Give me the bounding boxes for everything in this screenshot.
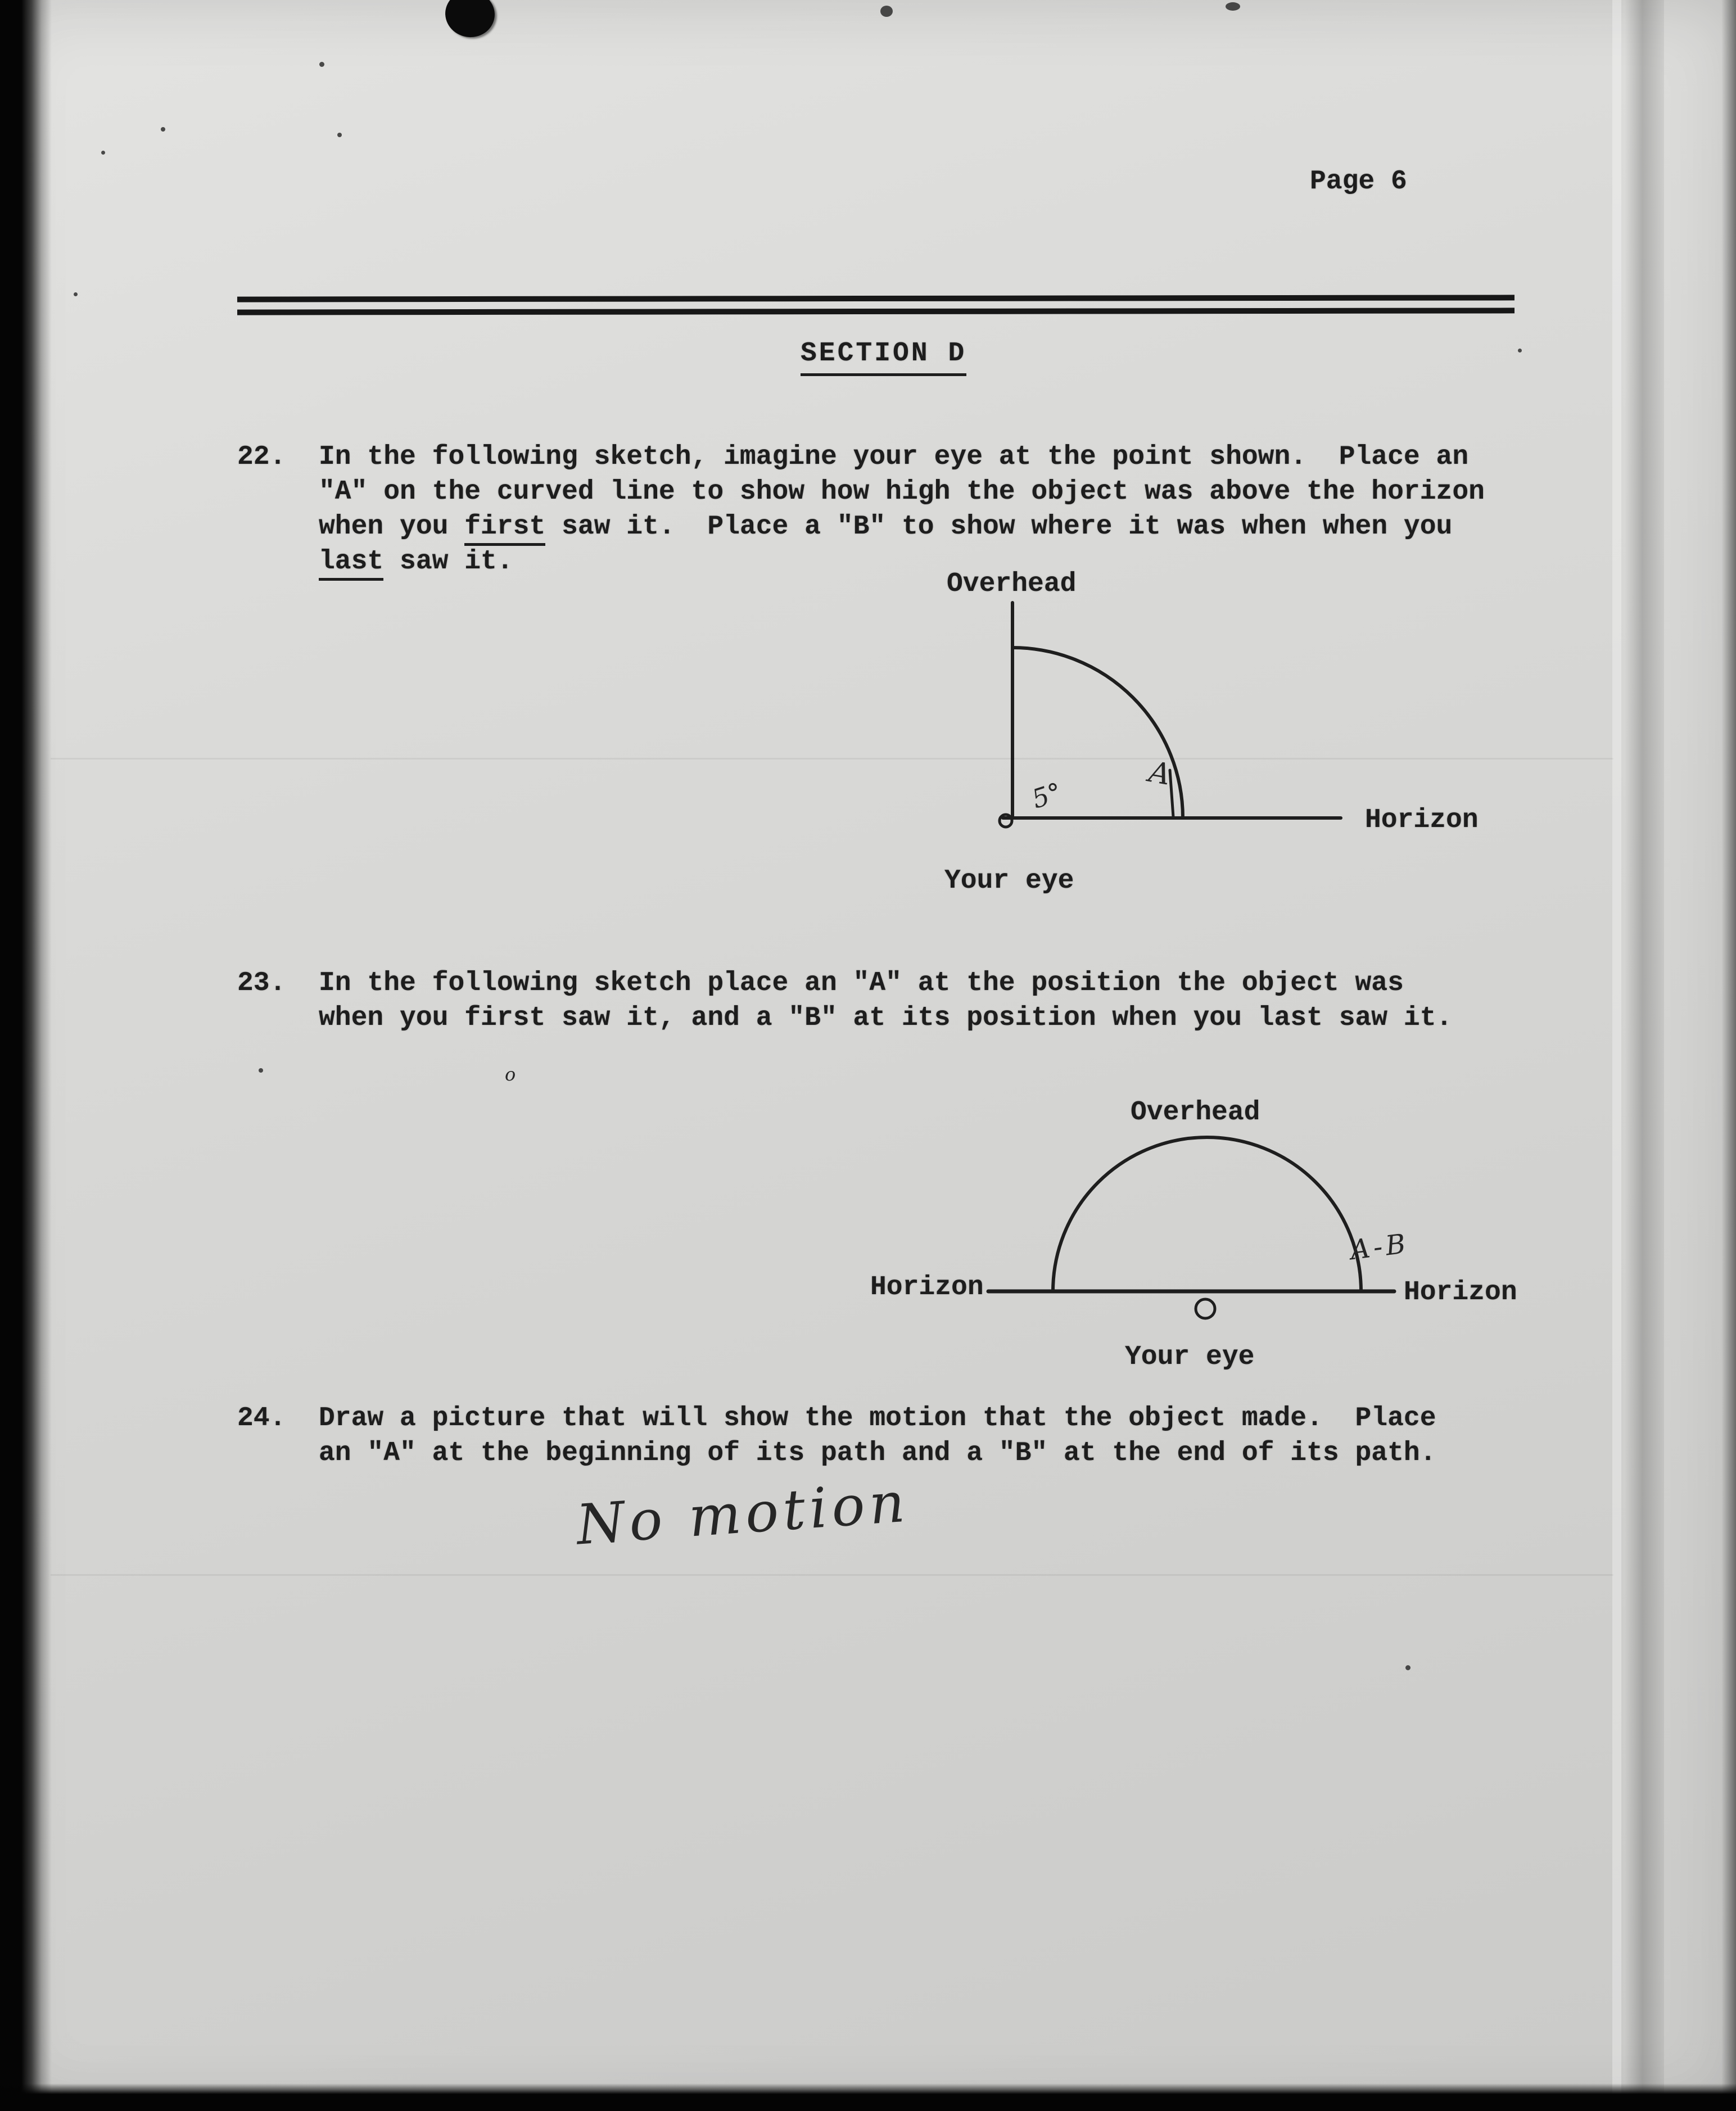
text-segment: when you (319, 512, 465, 542)
underlined-word-last: last (319, 546, 383, 581)
scan-speck (1518, 349, 1522, 352)
eye-point-circle (1196, 1299, 1215, 1318)
mark-ab-annotation: A-B (1348, 1227, 1411, 1267)
mark-a-annotation: A (1146, 755, 1173, 792)
scan-speck (101, 151, 105, 155)
scan-speck (880, 6, 893, 17)
page-edge-highlight (1612, 0, 1621, 2111)
text-segment: saw it. Place a "B" to show where it was when when you (545, 512, 1453, 542)
underlined-word-first: first (464, 512, 545, 546)
section-divider-rule (237, 295, 1515, 315)
sky-arc (1053, 1137, 1361, 1291)
bottom-edge-shadow (0, 2083, 1736, 2111)
text-line: In the following sketch, imagine your eye at the point shown. Place an (319, 442, 1469, 472)
scan-speck (1405, 1665, 1410, 1670)
left-edge-shadow (0, 0, 52, 2111)
question-23-number: 23. (237, 968, 286, 998)
section-title: SECTION D (801, 336, 966, 376)
overhead-label: Overhead (1131, 1097, 1260, 1128)
scan-streak (51, 1574, 1613, 1576)
horizon-left-label: Horizon (870, 1272, 984, 1303)
text-segment: saw it. (383, 546, 513, 577)
text-line: Draw a picture that will show the motion that the object made. Place (319, 1403, 1436, 1434)
page-number: Page 6 (1310, 166, 1407, 197)
text-line: "A" on the curved line to show how high the object was above the horizon (319, 477, 1485, 507)
question-22-number: 22. (237, 442, 286, 472)
scan-speck (161, 127, 165, 132)
question-24-number: 24. (237, 1403, 286, 1434)
angle-annotation: 5° (1028, 776, 1066, 815)
hole-punch-mark (442, 0, 498, 40)
handwritten-answer: No motion (574, 1470, 911, 1558)
your-eye-label: Your eye (1125, 1342, 1255, 1372)
question-24-text (319, 1401, 1436, 1471)
scan-speck (1226, 2, 1240, 11)
scan-streak (51, 758, 1613, 760)
scan-speck (319, 62, 324, 67)
your-eye-label: Your eye (944, 866, 1074, 896)
page-edge-shadow (1625, 0, 1664, 2111)
stray-mark: o (505, 1064, 516, 1085)
text-line: an "A" at the beginning of its path and a "B" at the end of its path. (319, 1438, 1436, 1468)
mark-a-tick (1170, 770, 1173, 817)
scan-speck (74, 292, 78, 296)
overhead-label: Overhead (947, 569, 1077, 599)
question-22-text (319, 440, 1485, 579)
horizon-right-label: Horizon (1404, 1277, 1517, 1308)
right-edge-shadow (1721, 0, 1736, 2111)
text-line: when you first saw it, and a "B" at its position when you last saw it. (319, 1003, 1453, 1033)
elevation-diagram (956, 573, 1405, 866)
scan-speck (337, 133, 342, 137)
question-23-text (319, 966, 1452, 1036)
text-line: In the following sketch place an "A" at the position the object was (319, 968, 1404, 998)
text-line (319, 509, 1485, 544)
horizon-label: Horizon (1365, 805, 1479, 835)
scan-speck (259, 1068, 263, 1073)
